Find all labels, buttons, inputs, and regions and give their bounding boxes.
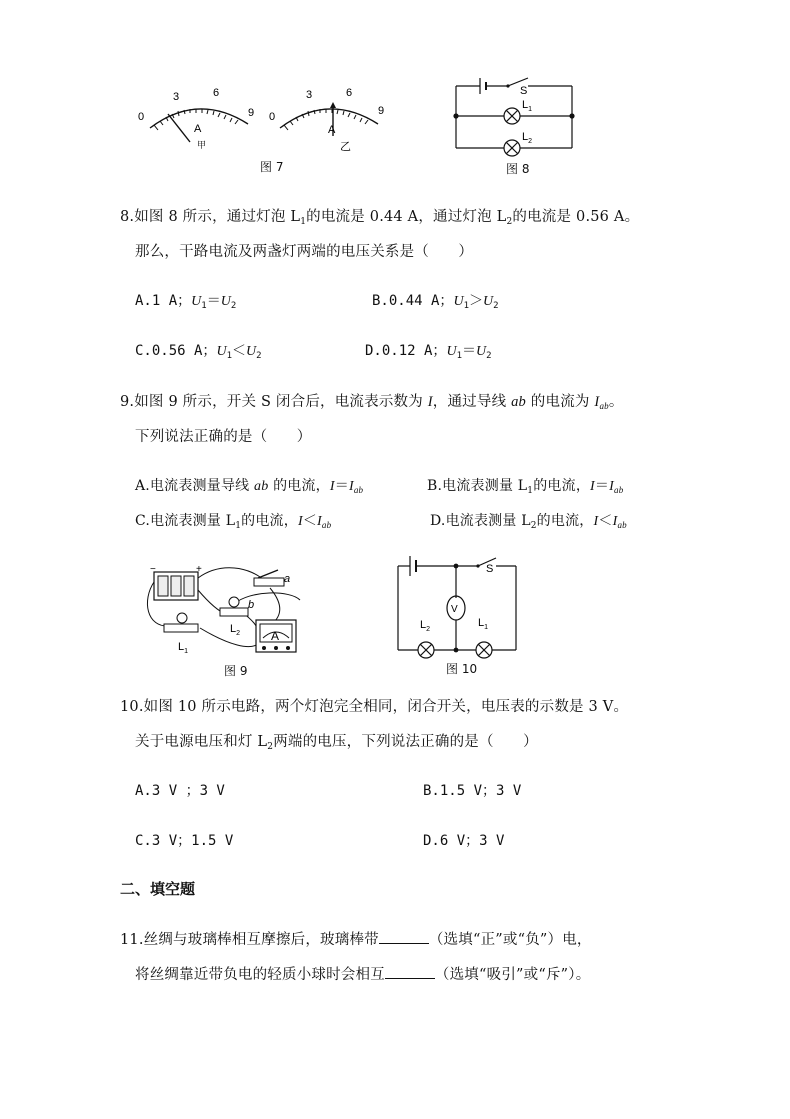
q11-line2: 将丝绸靠近带负电的轻质小球时会相互 （选填“吸引”或“斥”）。 xyxy=(135,967,591,983)
tick-9: 9 xyxy=(248,107,255,119)
node-b: b xyxy=(248,599,255,611)
q9-option-c[interactable]: C.电流表测量 $L_1$的电流，$I<I_{ab}$ xyxy=(135,513,332,531)
figure-7-caption: 图 7 xyxy=(260,160,284,174)
q9-option-d[interactable]: D.电流表测量 $L_2$的电流，$I<I_{ab}$ xyxy=(430,513,627,531)
q10-option-c[interactable]: C.3 V；1.5 V xyxy=(135,833,234,849)
unit-label: A xyxy=(328,124,336,136)
tick-9: 9 xyxy=(378,105,385,117)
switch-label: S xyxy=(520,85,528,97)
q8-option-c[interactable]: C.0.56 A；$U_1<U_2$ xyxy=(135,343,262,361)
q9-stem-line2: 下列说法正确的是（ ） xyxy=(135,429,312,445)
knife-switch xyxy=(254,578,284,586)
meter-tag: 甲 xyxy=(197,140,207,150)
lamp-l1-base xyxy=(164,624,198,632)
battery-minus: − xyxy=(150,564,156,575)
lamp-l2-label: $L_2$ xyxy=(230,623,241,637)
meter-tag: 乙 xyxy=(340,141,351,153)
lamp-l1-label: $L_1$ xyxy=(478,617,489,631)
q9-option-b[interactable]: B.电流表测量 $L_1$的电流，$I=I_{ab}$ xyxy=(427,478,624,496)
q10-stem-line2: 关于电源电压和灯 $L_2$两端的电压，下列说法正确的是（ ） xyxy=(135,734,538,752)
node-a: a xyxy=(284,573,291,585)
ammeter-label: A xyxy=(271,629,280,643)
junction-node xyxy=(454,648,459,653)
tick-6: 6 xyxy=(346,87,353,99)
q11-line1: 11.丝绸与玻璃棒相互摩擦后，玻璃棒带 （选填“正”或“负”）电， xyxy=(120,932,592,948)
q8-option-a[interactable]: A.1 A；$U_1=U_2$ xyxy=(135,293,237,311)
q10-option-b[interactable]: B.1.5 V；3 V xyxy=(423,783,522,799)
figure-8-circuit xyxy=(450,72,580,158)
q8-stem-line1: 8.如图 8 所示，通过灯泡 $L_1$的电流是 0.44 A，通过灯泡 $L_2$的电流是 0.56 A。 xyxy=(120,209,640,227)
switch-label: S xyxy=(486,563,494,575)
q9-stem-line1: 9.如图 9 所示，开关 S 闭合后，电流表示数为 I，通过导线 ab 的电流为 $I_{ab}$。 xyxy=(120,394,624,411)
lamp-l1-label: $L_1$ xyxy=(178,641,189,655)
tick-0: 0 xyxy=(269,111,276,123)
tick-6: 6 xyxy=(213,87,220,99)
junction-node xyxy=(569,113,574,118)
figure-9-caption: 图 9 xyxy=(224,664,248,678)
q10-option-a[interactable]: A.3 V ；3 V xyxy=(135,783,225,799)
junction-node xyxy=(453,113,458,118)
q9-option-a[interactable]: A.电流表测量导线 ab 的电流，$I=I_{ab}$ xyxy=(135,478,364,495)
junction-node xyxy=(454,564,459,569)
figure-10-caption: 图 10 xyxy=(446,662,478,676)
figure-8-caption: 图 8 xyxy=(506,162,530,176)
q8-option-b[interactable]: B.0.44 A；$U_1>U_2$ xyxy=(372,293,499,311)
q10-stem-line1: 10.如图 10 所示电路，两个灯泡完全相同，闭合开关，电压表的示数是 3 V。 xyxy=(120,699,629,715)
battery-plus: + xyxy=(196,564,202,575)
unit-label: A xyxy=(194,123,202,135)
answer-blank[interactable] xyxy=(379,931,429,944)
tick-3: 3 xyxy=(306,89,313,101)
q8-stem-line2: 那么，干路电流及两盏灯两端的电压关系是（ ） xyxy=(135,244,474,260)
tick-3: 3 xyxy=(173,91,180,103)
voltmeter-label: V xyxy=(451,604,458,615)
lamp-l2-base xyxy=(220,608,248,616)
section-heading: 二、填空题 xyxy=(120,880,196,898)
figure-9-physical-circuit xyxy=(140,560,320,660)
figure-7-meters xyxy=(130,80,400,170)
q10-option-d[interactable]: D.6 V；3 V xyxy=(423,833,505,849)
q8-option-d[interactable]: D.0.12 A；$U_1=U_2$ xyxy=(365,343,492,361)
lamp-l1-label: $L_1$ xyxy=(522,99,533,113)
lamp-l2-label: $L_2$ xyxy=(522,131,533,145)
figure-10-circuit xyxy=(392,550,522,662)
lamp-l1 xyxy=(177,613,187,623)
needle xyxy=(168,114,190,142)
lamp-l2-label: $L_2$ xyxy=(420,619,431,633)
lamp-l2 xyxy=(229,597,239,607)
answer-blank[interactable] xyxy=(385,966,435,979)
tick-0: 0 xyxy=(138,111,145,123)
